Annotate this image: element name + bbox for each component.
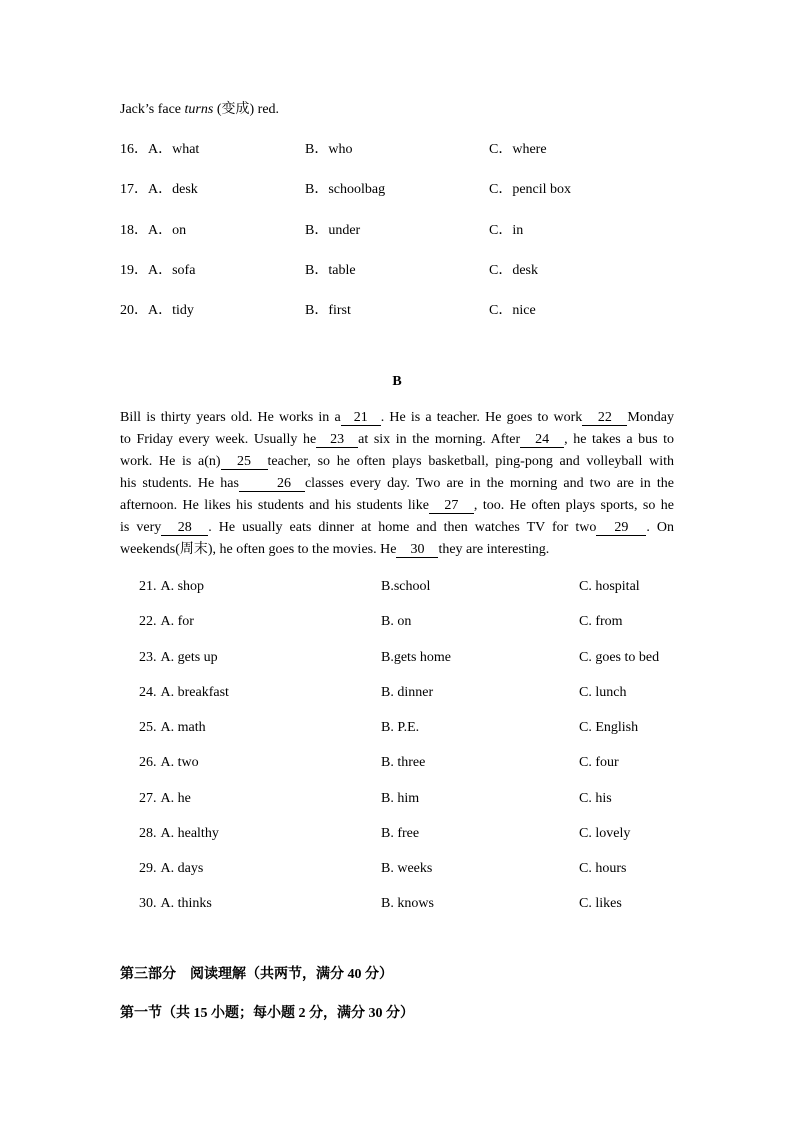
options-16-20 [0,140,794,341]
passage-text: . He is a teacher. He goes to work [380,410,583,425]
question-number: 17． [120,182,148,198]
option-b: B. weeks [381,861,433,876]
answer-blank-30: 30 [396,543,438,558]
question-row-17 [0,180,794,220]
option-c: C. his [579,790,612,806]
option-a-text: A．on [148,222,187,238]
passage-text: is very [120,520,162,535]
option-a [120,301,194,321]
answer-blank-29: 29 [596,521,646,536]
option-c: C．in [489,222,524,238]
option-b: B.school [381,579,431,594]
option-a [139,683,229,703]
option-c: C. lunch [579,684,627,700]
option-a [139,824,219,844]
option-a-text: A. breakfast [160,684,229,700]
option-c: C．where [489,142,547,157]
option-c: C. hours [579,861,627,876]
option-a [120,221,186,241]
question-row-28 [0,824,794,859]
question-number: 23. [139,649,157,665]
option-a-text: A．tidy [148,303,194,318]
option-a-text: A. math [160,720,206,735]
option-a [139,789,191,809]
option-a-text: A．desk [148,182,198,198]
question-row-22 [0,612,794,647]
question-row-20 [0,301,794,341]
option-b: B．who [305,142,353,157]
passage-text: work. He is a(n) [120,454,221,469]
answer-blank-22: 22 [582,411,627,426]
answer-blank-26: 26 [239,477,305,492]
question-number: 28. [139,825,157,841]
option-c: C. goes to bed [579,649,660,665]
question-number: 19． [120,262,148,278]
passage-text: Bill is thirty years old. He works in a [120,410,341,425]
passage-text: they are interesting. [438,542,550,557]
option-a [139,753,199,773]
option-a [139,612,194,632]
option-b: B．first [305,303,351,318]
answer-blank-21: 21 [341,411,381,426]
option-a-text: A. shop [160,579,205,594]
passage-text: afternoon. He likes his students and his students like [120,498,429,513]
option-c: C. hospital [579,579,640,594]
passage-line-5 [120,495,674,517]
section-b-heading: B [392,374,402,389]
option-b: B. free [381,825,420,841]
question-row-26 [0,753,794,788]
option-b: B．table [305,262,356,278]
option-a [139,648,218,668]
option-c: C. lovely [579,825,631,841]
option-a [139,859,203,879]
passage-text: weekends(周末), he often goes to the movies. He [120,542,397,557]
question-number: 27. [139,790,157,806]
option-b: B．under [305,222,361,238]
option-a-text: A．what [148,142,200,157]
passage-line-6 [120,517,674,539]
passage-text: Monday [627,410,674,425]
passage-text: , too. He often plays sports, so he [473,498,674,513]
question-row-18 [0,221,794,261]
passage-text: at six in the morning. After [358,432,521,447]
intro-sentence [120,100,279,120]
question-number: 24. [139,684,157,700]
option-a-text: A. for [160,614,194,630]
answer-blank-27: 27 [429,499,474,514]
question-row-24 [0,683,794,718]
option-a [120,261,195,281]
question-number: 22. [139,614,157,630]
option-c: C. four [579,755,619,771]
answer-blank-23: 23 [316,433,358,448]
option-c: C. from [579,614,623,630]
option-a [120,180,198,200]
option-b: B. dinner [381,684,434,700]
option-c: C．pencil box [489,182,572,198]
option-b: B.gets home [381,649,451,665]
option-b: B. three [381,755,426,771]
question-number: 30. [139,896,157,912]
part-three-title: 第三部分 阅读理解（共两节，满分 40 分） [120,967,393,982]
option-a [139,577,204,597]
question-row-29 [0,859,794,894]
question-row-23 [0,648,794,683]
passage-text: his students. He has [120,476,239,491]
option-a-text: A. two [160,755,199,771]
passage-text: to Friday every week. Usually he [120,432,317,447]
option-a [139,718,206,738]
option-b: B. him [381,790,420,806]
passage-text: , he takes a bus to [564,432,674,447]
option-c: C．desk [489,262,538,278]
option-a-text: A. thinks [160,896,212,912]
option-a [120,140,199,160]
option-a-text: A．sofa [148,262,196,278]
question-number: 20． [120,303,148,318]
question-number: 26. [139,755,157,771]
question-number: 18． [120,222,148,238]
option-a-text: A. gets up [160,649,218,665]
answer-blank-25: 25 [221,455,268,470]
passage-line-1 [120,407,674,429]
option-b: B. P.E. [381,720,420,735]
passage-line-3 [120,451,674,473]
passage-line-7 [120,539,674,561]
option-a-text: A. healthy [160,825,219,841]
intro-text-before: Jack’s face [120,102,185,117]
passage-text: classes every day. Two are in the morning and two are in the [304,476,674,491]
part-three-section-one-title: 第一节（共 15 小题；每小题 2 分，满分 30 分） [120,1006,414,1021]
answer-blank-28: 28 [161,521,208,536]
intro-text-after: (变成) red. [213,102,280,117]
passage-text: teacher, so he often plays basketball, ping-pong and volleyball with [267,454,674,469]
question-row-21 [0,577,794,612]
option-b: B. knows [381,896,434,912]
option-c: C. English [579,720,639,735]
question-row-30 [0,894,794,929]
option-b: B．schoolbag [305,182,386,198]
question-row-25 [0,718,794,753]
option-c: C. likes [579,896,622,912]
question-number: 29. [139,861,157,876]
option-a-text: A. days [160,861,204,876]
answer-blank-24: 24 [520,433,564,448]
passage-line-2 [120,429,674,451]
passage-text: . On [646,520,674,535]
option-c: C．nice [489,303,536,318]
option-a [139,894,212,914]
passage-text: . He usually eats dinner at home and then watches TV for two [208,520,597,535]
question-number: 16． [120,142,148,157]
passage-line-4 [120,473,674,495]
question-number: 25. [139,720,157,735]
question-number: 21. [139,579,157,594]
options-21-30 [0,577,794,930]
cloze-passage [120,407,674,561]
question-row-16 [0,140,794,180]
question-row-27 [0,789,794,824]
question-row-19 [0,261,794,301]
intro-emphasis-word: turns [184,102,214,117]
option-a-text: A. he [160,790,191,806]
option-b: B. on [381,614,412,630]
